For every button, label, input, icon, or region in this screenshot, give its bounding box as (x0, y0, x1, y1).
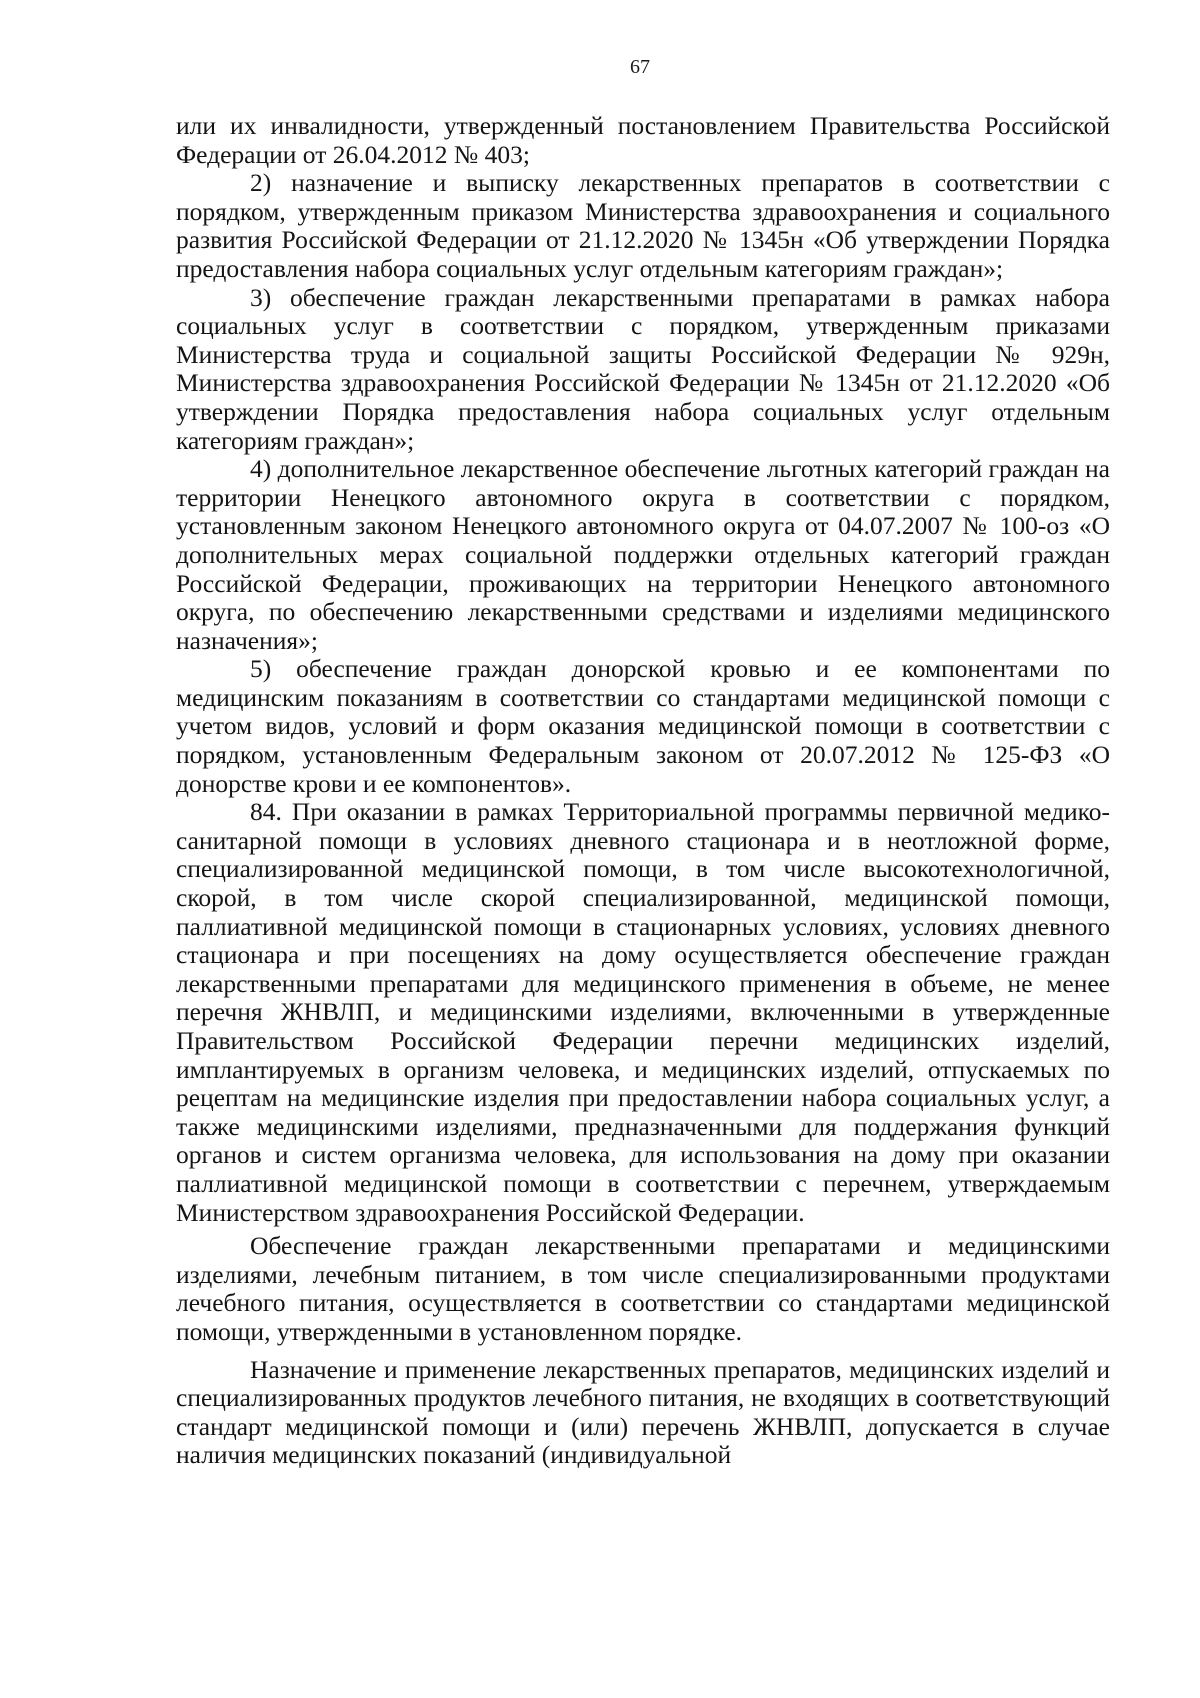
document-body (176, 112, 1110, 1470)
paragraph-supply: Обеспечение граждан лекарственными препаратами и медицинскими изделиями, лечебным питанием, в том числе специализированными продуктами лечебного питания, осуществляется в соответствии со стандартами медицинской помощи, утвержденными в установленном порядке. (176, 1231, 1110, 1346)
page-number: 67 (630, 56, 650, 78)
paragraph-section-84: 84. При оказании в рамках Территориальной программы первичной медико-санитарной помощи в условиях дневного стационара и в неотложной форме, специализированной медицинской помощи, в том числе высокотехнологичной, скорой, в том числе скорой специализированной, медицинской помощи, паллиативной медицинской помощи в стационарных условиях, условиях дневного стационара и при посещениях на дому осуществляется обеспечение граждан лекарственными препаратами для медицинского применения в объеме, не менее перечня ЖНВЛП, и медицинскими изделиями, включенными в утвержденные Правительством Российской Федерации перечни медицинских изделий, имплантируемых в организм человека, и медицинских изделий, отпускаемых по рецептам на медицинские изделия при предоставлении набора социальных услуг, а также медицинскими изделиями, предназначенными для поддержания функций органов и систем организма человека, для использования на дому при оказании паллиативной медицинской помощи в соответствии с перечнем, утверждаемым Министерством здравоохранения Российской Федерации. (176, 797, 1110, 1227)
paragraph-item-2: 2) назначение и выписку лекарственных препаратов в соответствии с порядком, утвержденным приказом Министерства здравоохранения и социального развития Российской Федерации от 21.12.2020 № 1345н «Об утверждении Порядка предоставления набора социальных услуг отдельным категориям граждан»; (176, 168, 1110, 283)
paragraph-item-3: 3) обеспечение граждан лекарственными препаратами в рамках набора социальных услуг в соответствии с порядком, утвержденным приказами Министерства труда и социальной защиты Российской Федерации № 929н, Министерства здравоохранения Российской Федерации № 1345н от 21.12.2020 «Об утверждении Порядка предоставления набора социальных услуг отдельным категориям граждан»; (176, 282, 1110, 455)
paragraph-item-5: 5) обеспечение граждан донорской кровью и ее компонентами по медицинским показаниям в соответствии со стандартами медицинской помощи с учетом видов, условий и форм оказания медицинской помощи в соответствии с порядком, установленным Федеральным законом от 20.07.2012 № 125-ФЗ «О донорстве крови и ее компонентов». (176, 654, 1110, 798)
paragraph-prescription: Назначение и применение лекарственных препаратов, медицинских изделий и специализированных продуктов лечебного питания, не входящих в соответствующий стандарт медицинской помощи и (или) перечень ЖНВЛП, допускается в случае наличия медицинских показаний (индивидуальной (176, 1354, 1110, 1470)
paragraph-continuation: или их инвалидности, утвержденный постановлением Правительства Российской Федерации от 26.04.2012 № 403; (176, 111, 1110, 169)
paragraph-item-4: 4) дополнительное лекарственное обеспечение льготных категорий граждан на территории Ненецкого автономного округа в соответствии с порядком, установленным законом Ненецкого автономного округа от 04.07.2007 № 100-оз «О дополнительных мерах социальной поддержки отдельных категорий граждан Российской Федерации, проживающих на территории Ненецкого автономного округа, по обеспечению лекарственными средствами и изделиями медицинского назначения»; (176, 454, 1110, 655)
